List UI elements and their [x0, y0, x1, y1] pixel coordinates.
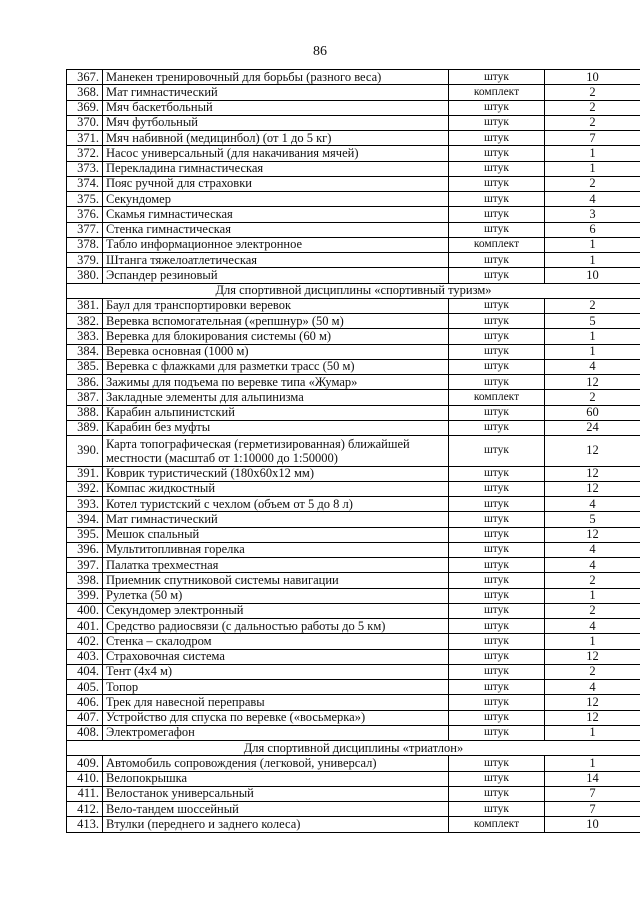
item-unit: штук: [449, 710, 545, 725]
item-unit: штук: [449, 70, 545, 85]
table-row: [67, 573, 640, 588]
item-name: Стенка – скалодром: [103, 634, 449, 649]
item-quantity: 2: [545, 603, 640, 618]
item-name: Котел туристский с чехлом (объем от 5 до 8 л): [103, 497, 449, 512]
item-unit: штук: [449, 100, 545, 115]
item-name: Секундомер электронный: [103, 603, 449, 618]
row-number: 404.: [67, 664, 103, 679]
item-unit: штук: [449, 329, 545, 344]
row-number: 381.: [67, 298, 103, 313]
table-row: [67, 298, 640, 313]
item-name: Веревка с флажками для разметки трасс (50 м): [103, 359, 449, 374]
row-number: 385.: [67, 359, 103, 374]
row-number: 380.: [67, 268, 103, 283]
item-unit: штук: [449, 527, 545, 542]
item-quantity: 2: [545, 100, 640, 115]
section-title: Для спортивной дисциплины «спортивный туризм»: [67, 283, 640, 298]
item-unit: штук: [449, 207, 545, 222]
table-row: [67, 527, 640, 542]
item-name: Штанга тяжелоатлетическая: [103, 253, 449, 268]
item-unit: штук: [449, 558, 545, 573]
item-name: Карта топографическая (герметизированная) ближайшей местности (масштаб от 1:10000 до 1:50000): [103, 436, 449, 467]
item-unit: штук: [449, 634, 545, 649]
item-unit: штук: [449, 512, 545, 527]
row-number: 413.: [67, 817, 103, 832]
item-unit: штук: [449, 192, 545, 207]
item-quantity: 4: [545, 619, 640, 634]
item-name: Мультитопливная горелка: [103, 542, 449, 557]
item-unit: штук: [449, 481, 545, 496]
row-number: 396.: [67, 542, 103, 557]
item-quantity: 12: [545, 375, 640, 390]
table-row: [67, 542, 640, 557]
item-quantity: 2: [545, 176, 640, 191]
item-name: Насос универсальный (для накачивания мячей): [103, 146, 449, 161]
item-name: Секундомер: [103, 192, 449, 207]
item-unit: штук: [449, 253, 545, 268]
item-quantity: 4: [545, 359, 640, 374]
item-name: Коврик туристический (180x60x12 мм): [103, 466, 449, 481]
table-row: [67, 497, 640, 512]
item-name: Палатка трехместная: [103, 558, 449, 573]
table-row: [67, 756, 640, 771]
row-number: 367.: [67, 70, 103, 85]
item-quantity: 1: [545, 588, 640, 603]
item-name: Электромегафон: [103, 725, 449, 740]
table-row: [67, 314, 640, 329]
item-unit: комплект: [449, 85, 545, 100]
item-unit: штук: [449, 405, 545, 420]
table-row: [67, 70, 640, 85]
item-unit: штук: [449, 466, 545, 481]
section-header-row: [67, 283, 640, 298]
item-quantity: 5: [545, 512, 640, 527]
item-name: Веревка основная (1000 м): [103, 344, 449, 359]
item-name: Скамья гимнастическая: [103, 207, 449, 222]
table-row: [67, 100, 640, 115]
item-quantity: 1: [545, 634, 640, 649]
row-number: 369.: [67, 100, 103, 115]
item-quantity: 4: [545, 192, 640, 207]
item-unit: штук: [449, 771, 545, 786]
item-unit: штук: [449, 649, 545, 664]
item-unit: штук: [449, 573, 545, 588]
equipment-table: [66, 69, 640, 833]
item-name: Мяч баскетбольный: [103, 100, 449, 115]
item-quantity: 2: [545, 664, 640, 679]
table-row: [67, 115, 640, 130]
table-row: [67, 131, 640, 146]
item-quantity: 3: [545, 207, 640, 222]
item-name: Рулетка (50 м): [103, 588, 449, 603]
item-quantity: 1: [545, 329, 640, 344]
table-row: [67, 512, 640, 527]
row-number: 390.: [67, 436, 103, 467]
row-number: 400.: [67, 603, 103, 618]
item-name: Трек для навесной переправы: [103, 695, 449, 710]
item-quantity: 2: [545, 573, 640, 588]
item-unit: комплект: [449, 817, 545, 832]
table-row: [67, 680, 640, 695]
item-name: Мяч футбольный: [103, 115, 449, 130]
table-row: [67, 268, 640, 283]
row-number: 394.: [67, 512, 103, 527]
row-number: 374.: [67, 176, 103, 191]
item-quantity: 7: [545, 786, 640, 801]
item-quantity: 7: [545, 131, 640, 146]
item-name: Карабин альпинистский: [103, 405, 449, 420]
table-row: [67, 436, 640, 467]
row-number: 389.: [67, 420, 103, 435]
row-number: 383.: [67, 329, 103, 344]
item-name: Мешок спальный: [103, 527, 449, 542]
table-row: [67, 359, 640, 374]
row-number: 393.: [67, 497, 103, 512]
item-name: Закладные элементы для альпинизма: [103, 390, 449, 405]
item-name: Веревка для блокирования системы (60 м): [103, 329, 449, 344]
table-row: [67, 588, 640, 603]
item-unit: штук: [449, 115, 545, 130]
item-quantity: 4: [545, 542, 640, 557]
item-quantity: 12: [545, 527, 640, 542]
item-unit: штук: [449, 375, 545, 390]
item-quantity: 1: [545, 756, 640, 771]
item-unit: штук: [449, 268, 545, 283]
table-row: [67, 558, 640, 573]
item-name: Мат гимнастический: [103, 512, 449, 527]
table-row: [67, 390, 640, 405]
item-unit: штук: [449, 756, 545, 771]
item-unit: штук: [449, 725, 545, 740]
item-unit: комплект: [449, 390, 545, 405]
table-row: [67, 466, 640, 481]
table-row: [67, 481, 640, 496]
row-number: 372.: [67, 146, 103, 161]
item-unit: штук: [449, 802, 545, 817]
item-name: Тент (4x4 м): [103, 664, 449, 679]
item-name: Мат гимнастический: [103, 85, 449, 100]
row-number: 368.: [67, 85, 103, 100]
item-unit: штук: [449, 359, 545, 374]
item-unit: штук: [449, 436, 545, 467]
row-number: 401.: [67, 619, 103, 634]
row-number: 377.: [67, 222, 103, 237]
item-name: Мяч набивной (медицинбол) (от 1 до 5 кг): [103, 131, 449, 146]
item-quantity: 10: [545, 268, 640, 283]
table-row: [67, 176, 640, 191]
row-number: 399.: [67, 588, 103, 603]
row-number: 410.: [67, 771, 103, 786]
row-number: 409.: [67, 756, 103, 771]
item-quantity: 1: [545, 237, 640, 252]
table-row: [67, 146, 640, 161]
table-row: [67, 85, 640, 100]
item-name: Перекладина гимнастическая: [103, 161, 449, 176]
section-title: Для спортивной дисциплины «триатлон»: [67, 741, 640, 756]
table-row: [67, 222, 640, 237]
item-unit: штук: [449, 786, 545, 801]
row-number: 388.: [67, 405, 103, 420]
item-name: Втулки (переднего и заднего колеса): [103, 817, 449, 832]
item-unit: штук: [449, 344, 545, 359]
row-number: 395.: [67, 527, 103, 542]
table-row: [67, 786, 640, 801]
item-name: Баул для транспортировки веревок: [103, 298, 449, 313]
table-row: [67, 817, 640, 832]
item-unit: штук: [449, 603, 545, 618]
row-number: 391.: [67, 466, 103, 481]
item-unit: штук: [449, 131, 545, 146]
item-quantity: 12: [545, 649, 640, 664]
item-name: Карабин без муфты: [103, 420, 449, 435]
item-name: Веревка вспомогательная («репшнур» (50 м): [103, 314, 449, 329]
table-row: [67, 710, 640, 725]
table-row: [67, 344, 640, 359]
item-name: Средство радиосвязи (с дальностью работы до 5 км): [103, 619, 449, 634]
table-row: [67, 207, 640, 222]
row-number: 398.: [67, 573, 103, 588]
item-quantity: 2: [545, 298, 640, 313]
item-unit: штук: [449, 497, 545, 512]
item-unit: штук: [449, 695, 545, 710]
item-quantity: 12: [545, 481, 640, 496]
table-row: [67, 634, 640, 649]
table-row: [67, 420, 640, 435]
equipment-table-body: [67, 70, 640, 833]
item-name: Эспандер резиновый: [103, 268, 449, 283]
row-number: 371.: [67, 131, 103, 146]
item-unit: штук: [449, 542, 545, 557]
item-quantity: 1: [545, 344, 640, 359]
row-number: 406.: [67, 695, 103, 710]
item-unit: штук: [449, 619, 545, 634]
item-quantity: 1: [545, 161, 640, 176]
item-name: Страховочная система: [103, 649, 449, 664]
table-row: [67, 329, 640, 344]
table-row: [67, 253, 640, 268]
item-unit: штук: [449, 420, 545, 435]
row-number: 392.: [67, 481, 103, 496]
item-name: Вело-тандем шоссейный: [103, 802, 449, 817]
item-quantity: 14: [545, 771, 640, 786]
row-number: 382.: [67, 314, 103, 329]
row-number: 376.: [67, 207, 103, 222]
item-quantity: 6: [545, 222, 640, 237]
item-quantity: 12: [545, 466, 640, 481]
item-unit: комплект: [449, 237, 545, 252]
row-number: 412.: [67, 802, 103, 817]
row-number: 387.: [67, 390, 103, 405]
item-name: Устройство для спуска по веревке («восьмерка»): [103, 710, 449, 725]
item-quantity: 12: [545, 695, 640, 710]
table-row: [67, 161, 640, 176]
item-quantity: 1: [545, 146, 640, 161]
row-number: 375.: [67, 192, 103, 207]
table-row: [67, 725, 640, 740]
item-quantity: 1: [545, 725, 640, 740]
item-name: Приемник спутниковой системы навигации: [103, 573, 449, 588]
item-unit: штук: [449, 680, 545, 695]
item-name: Велостанок универсальный: [103, 786, 449, 801]
row-number: 405.: [67, 680, 103, 695]
table-row: [67, 192, 640, 207]
table-row: [67, 405, 640, 420]
table-row: [67, 649, 640, 664]
item-name: Манекен тренировочный для борьбы (разного веса): [103, 70, 449, 85]
table-row: [67, 664, 640, 679]
item-unit: штук: [449, 146, 545, 161]
item-quantity: 2: [545, 390, 640, 405]
table-row: [67, 375, 640, 390]
item-name: Автомобиль сопровождения (легковой, универсал): [103, 756, 449, 771]
row-number: 379.: [67, 253, 103, 268]
table-row: [67, 603, 640, 618]
item-unit: штук: [449, 298, 545, 313]
item-quantity: 4: [545, 680, 640, 695]
page-number: 86: [313, 44, 327, 59]
table-row: [67, 619, 640, 634]
item-name: Табло информационное электронное: [103, 237, 449, 252]
item-quantity: 12: [545, 710, 640, 725]
item-unit: штук: [449, 176, 545, 191]
item-name: Стенка гимнастическая: [103, 222, 449, 237]
item-quantity: 24: [545, 420, 640, 435]
item-name: Пояс ручной для страховки: [103, 176, 449, 191]
row-number: 407.: [67, 710, 103, 725]
item-name: Велопокрышка: [103, 771, 449, 786]
row-number: 386.: [67, 375, 103, 390]
table-row: [67, 802, 640, 817]
section-header-row: [67, 741, 640, 756]
item-quantity: 10: [545, 817, 640, 832]
item-name: Топор: [103, 680, 449, 695]
item-name: Компас жидкостный: [103, 481, 449, 496]
row-number: 402.: [67, 634, 103, 649]
item-quantity: 1: [545, 253, 640, 268]
row-number: 384.: [67, 344, 103, 359]
item-quantity: 2: [545, 85, 640, 100]
table-row: [67, 695, 640, 710]
row-number: 403.: [67, 649, 103, 664]
row-number: 370.: [67, 115, 103, 130]
item-quantity: 12: [545, 436, 640, 467]
item-quantity: 5: [545, 314, 640, 329]
item-unit: штук: [449, 664, 545, 679]
item-quantity: 2: [545, 115, 640, 130]
row-number: 378.: [67, 237, 103, 252]
table-row: [67, 771, 640, 786]
item-unit: штук: [449, 161, 545, 176]
item-unit: штук: [449, 222, 545, 237]
item-quantity: 7: [545, 802, 640, 817]
item-quantity: 4: [545, 558, 640, 573]
row-number: 373.: [67, 161, 103, 176]
item-quantity: 10: [545, 70, 640, 85]
table-row: [67, 237, 640, 252]
item-quantity: 4: [545, 497, 640, 512]
row-number: 411.: [67, 786, 103, 801]
item-quantity: 60: [545, 405, 640, 420]
item-unit: штук: [449, 314, 545, 329]
item-unit: штук: [449, 588, 545, 603]
row-number: 397.: [67, 558, 103, 573]
item-name: Зажимы для подъема по веревке типа «Жумар»: [103, 375, 449, 390]
row-number: 408.: [67, 725, 103, 740]
